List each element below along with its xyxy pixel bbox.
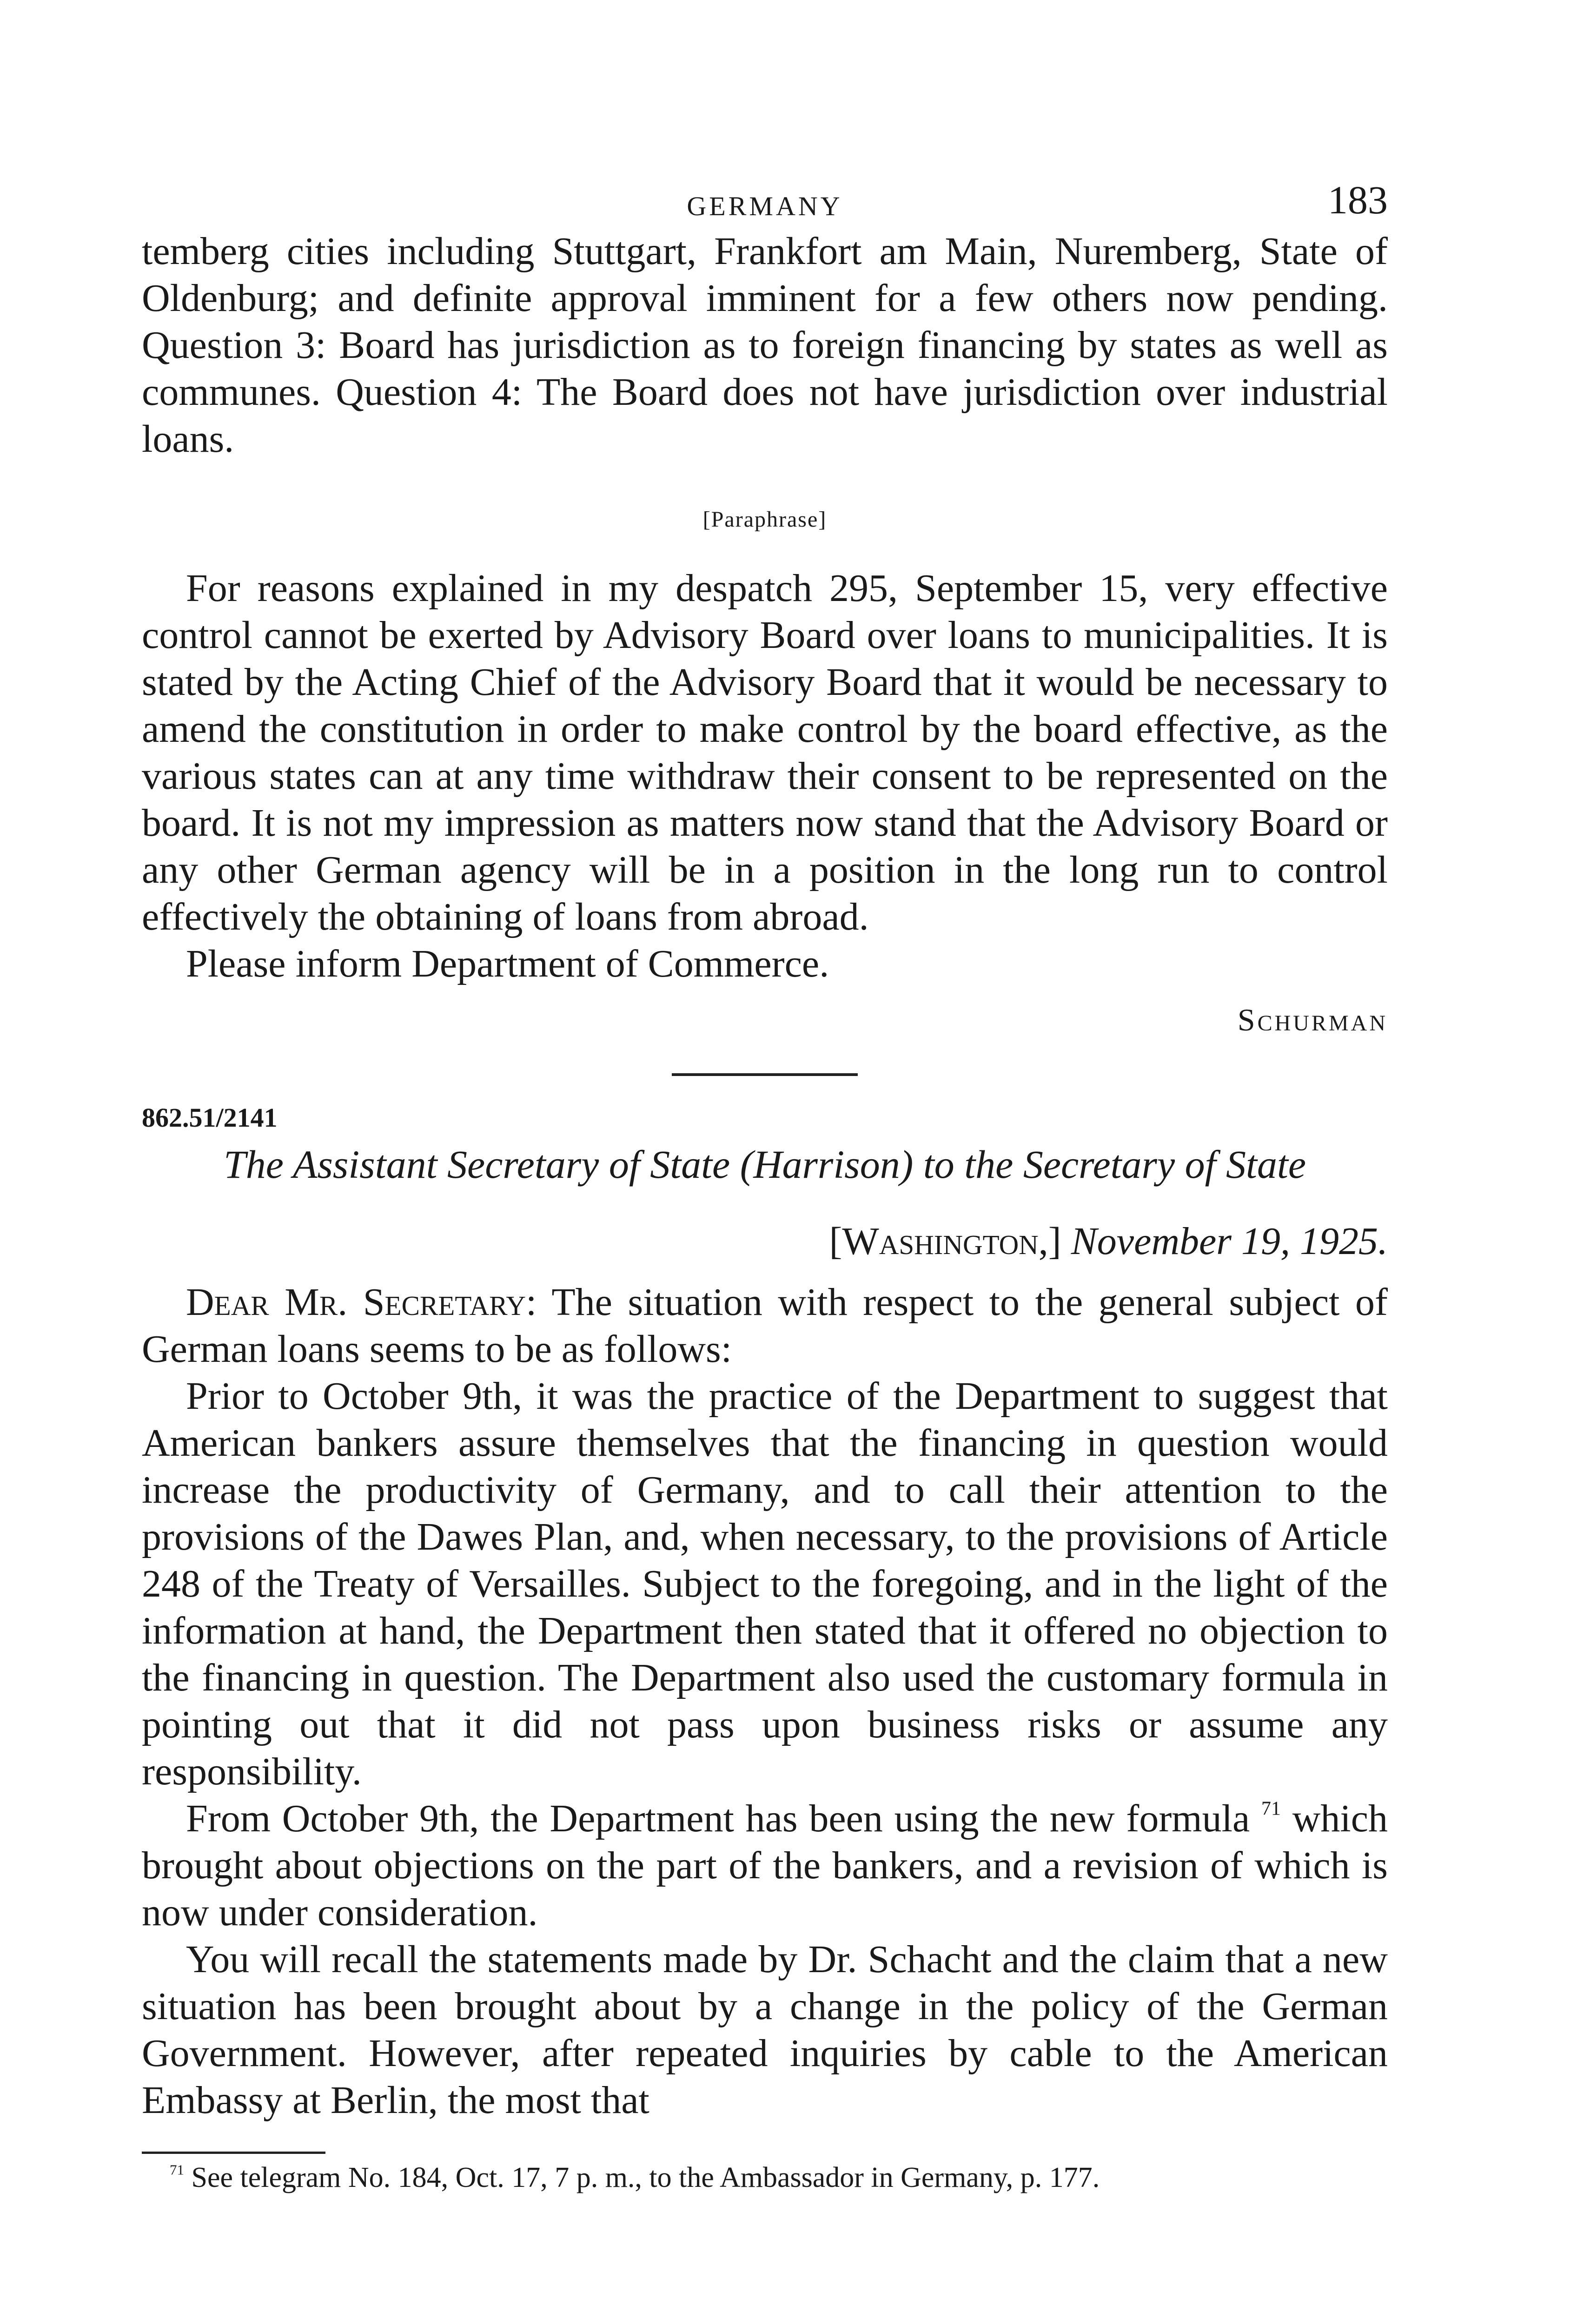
footnote-reference: 71	[1261, 1798, 1281, 1820]
footnote-divider	[142, 2152, 325, 2154]
paraphrase-heading: [Paraphrase]	[702, 507, 827, 532]
dateline-date: November 19, 1925.	[1071, 1220, 1388, 1263]
paragraph-new-formula-start: From October 9th, the Department has been using the new formula	[186, 1797, 1250, 1840]
footnote	[142, 2162, 1388, 2193]
file-number: 862.51/2141	[142, 1103, 278, 1133]
document-page	[142, 177, 1388, 2193]
salutation-text: The situation with respect to the general subject of German loans seems to be as follows:	[142, 1281, 1388, 1371]
salutation: Dear Mr. Secretary:	[186, 1281, 537, 1324]
footnote-marker: 71	[170, 2161, 184, 2178]
paragraph-schacht: You will recall the statements made by Dr. Schacht and the claim that a new situation has been brought about by a change in the policy of the German Government. However, after repeated inquiries by cable to the American Embassy at Berlin, the most that	[142, 1938, 1388, 2122]
paraphrase-paragraph: For reasons explained in my despatch 295, September 15, very effective control cannot be exerted by Advisory Board over loans to municipalities. It is stated by the Acting Chief of the Advisory Board that it would be necessary to amend the constitution in order to make control by the board effective, as the various states can at any time withdraw their consent to be represented on the board. It is not my impression as matters now stand that the Advisory Board or any other German agency will be in a position in the long run to control effectively the obtaining of loans from abroad.	[142, 567, 1388, 938]
inform-paragraph: Please inform Department of Commerce.	[186, 942, 829, 985]
signature: Schurman	[1237, 1002, 1388, 1037]
running-title: GERMANY	[687, 191, 843, 221]
continuation-paragraph: temberg cities including Stuttgart, Frankfort am Main, Nuremberg, State of Oldenburg; and definite approval imminent for a few others now pending. Question 3: Board has jurisdiction as to foreign financing by states as well as communes. Question 4: The Board does not have jurisdiction over industrial loans.	[142, 230, 1388, 461]
paragraph-prior-practice: Prior to October 9th, it was the practice of the Department to suggest that American bankers assure themselves that the financing in question would increase the productivity of Germany, and to call their attention to the provisions of the Dawes Plan, and, when necessary, to the provisions of Article 248 of the Treaty of Versailles. Subject to the foregoing, and in the light of the information at hand, the Department then stated that it offered no objection to the financing in question. The Department also used the customary formula in pointing out that it did not pass upon business risks or assume any responsibility.	[142, 1374, 1388, 1793]
salutation-paragraph	[142, 1279, 1388, 1373]
page-number: 183	[1328, 178, 1388, 222]
section-divider	[672, 1073, 858, 1076]
paragraph-new-formula	[142, 1795, 1388, 1936]
dateline-place: [Washington,]	[829, 1220, 1061, 1263]
footnote-text: See telegram No. 184, Oct. 17, 7 p. m., to the Ambassador in Germany, p. 177.	[191, 2162, 1100, 2193]
running-head	[142, 177, 1388, 228]
dateline	[142, 1218, 1388, 1265]
paragraph-new-formula-end: which brought about objections on the part of the bankers, and a revision of which is now under consideration.	[142, 1797, 1388, 1934]
document-title: The Assistant Secretary of State (Harrison) to the Secretary of State	[223, 1142, 1306, 1187]
